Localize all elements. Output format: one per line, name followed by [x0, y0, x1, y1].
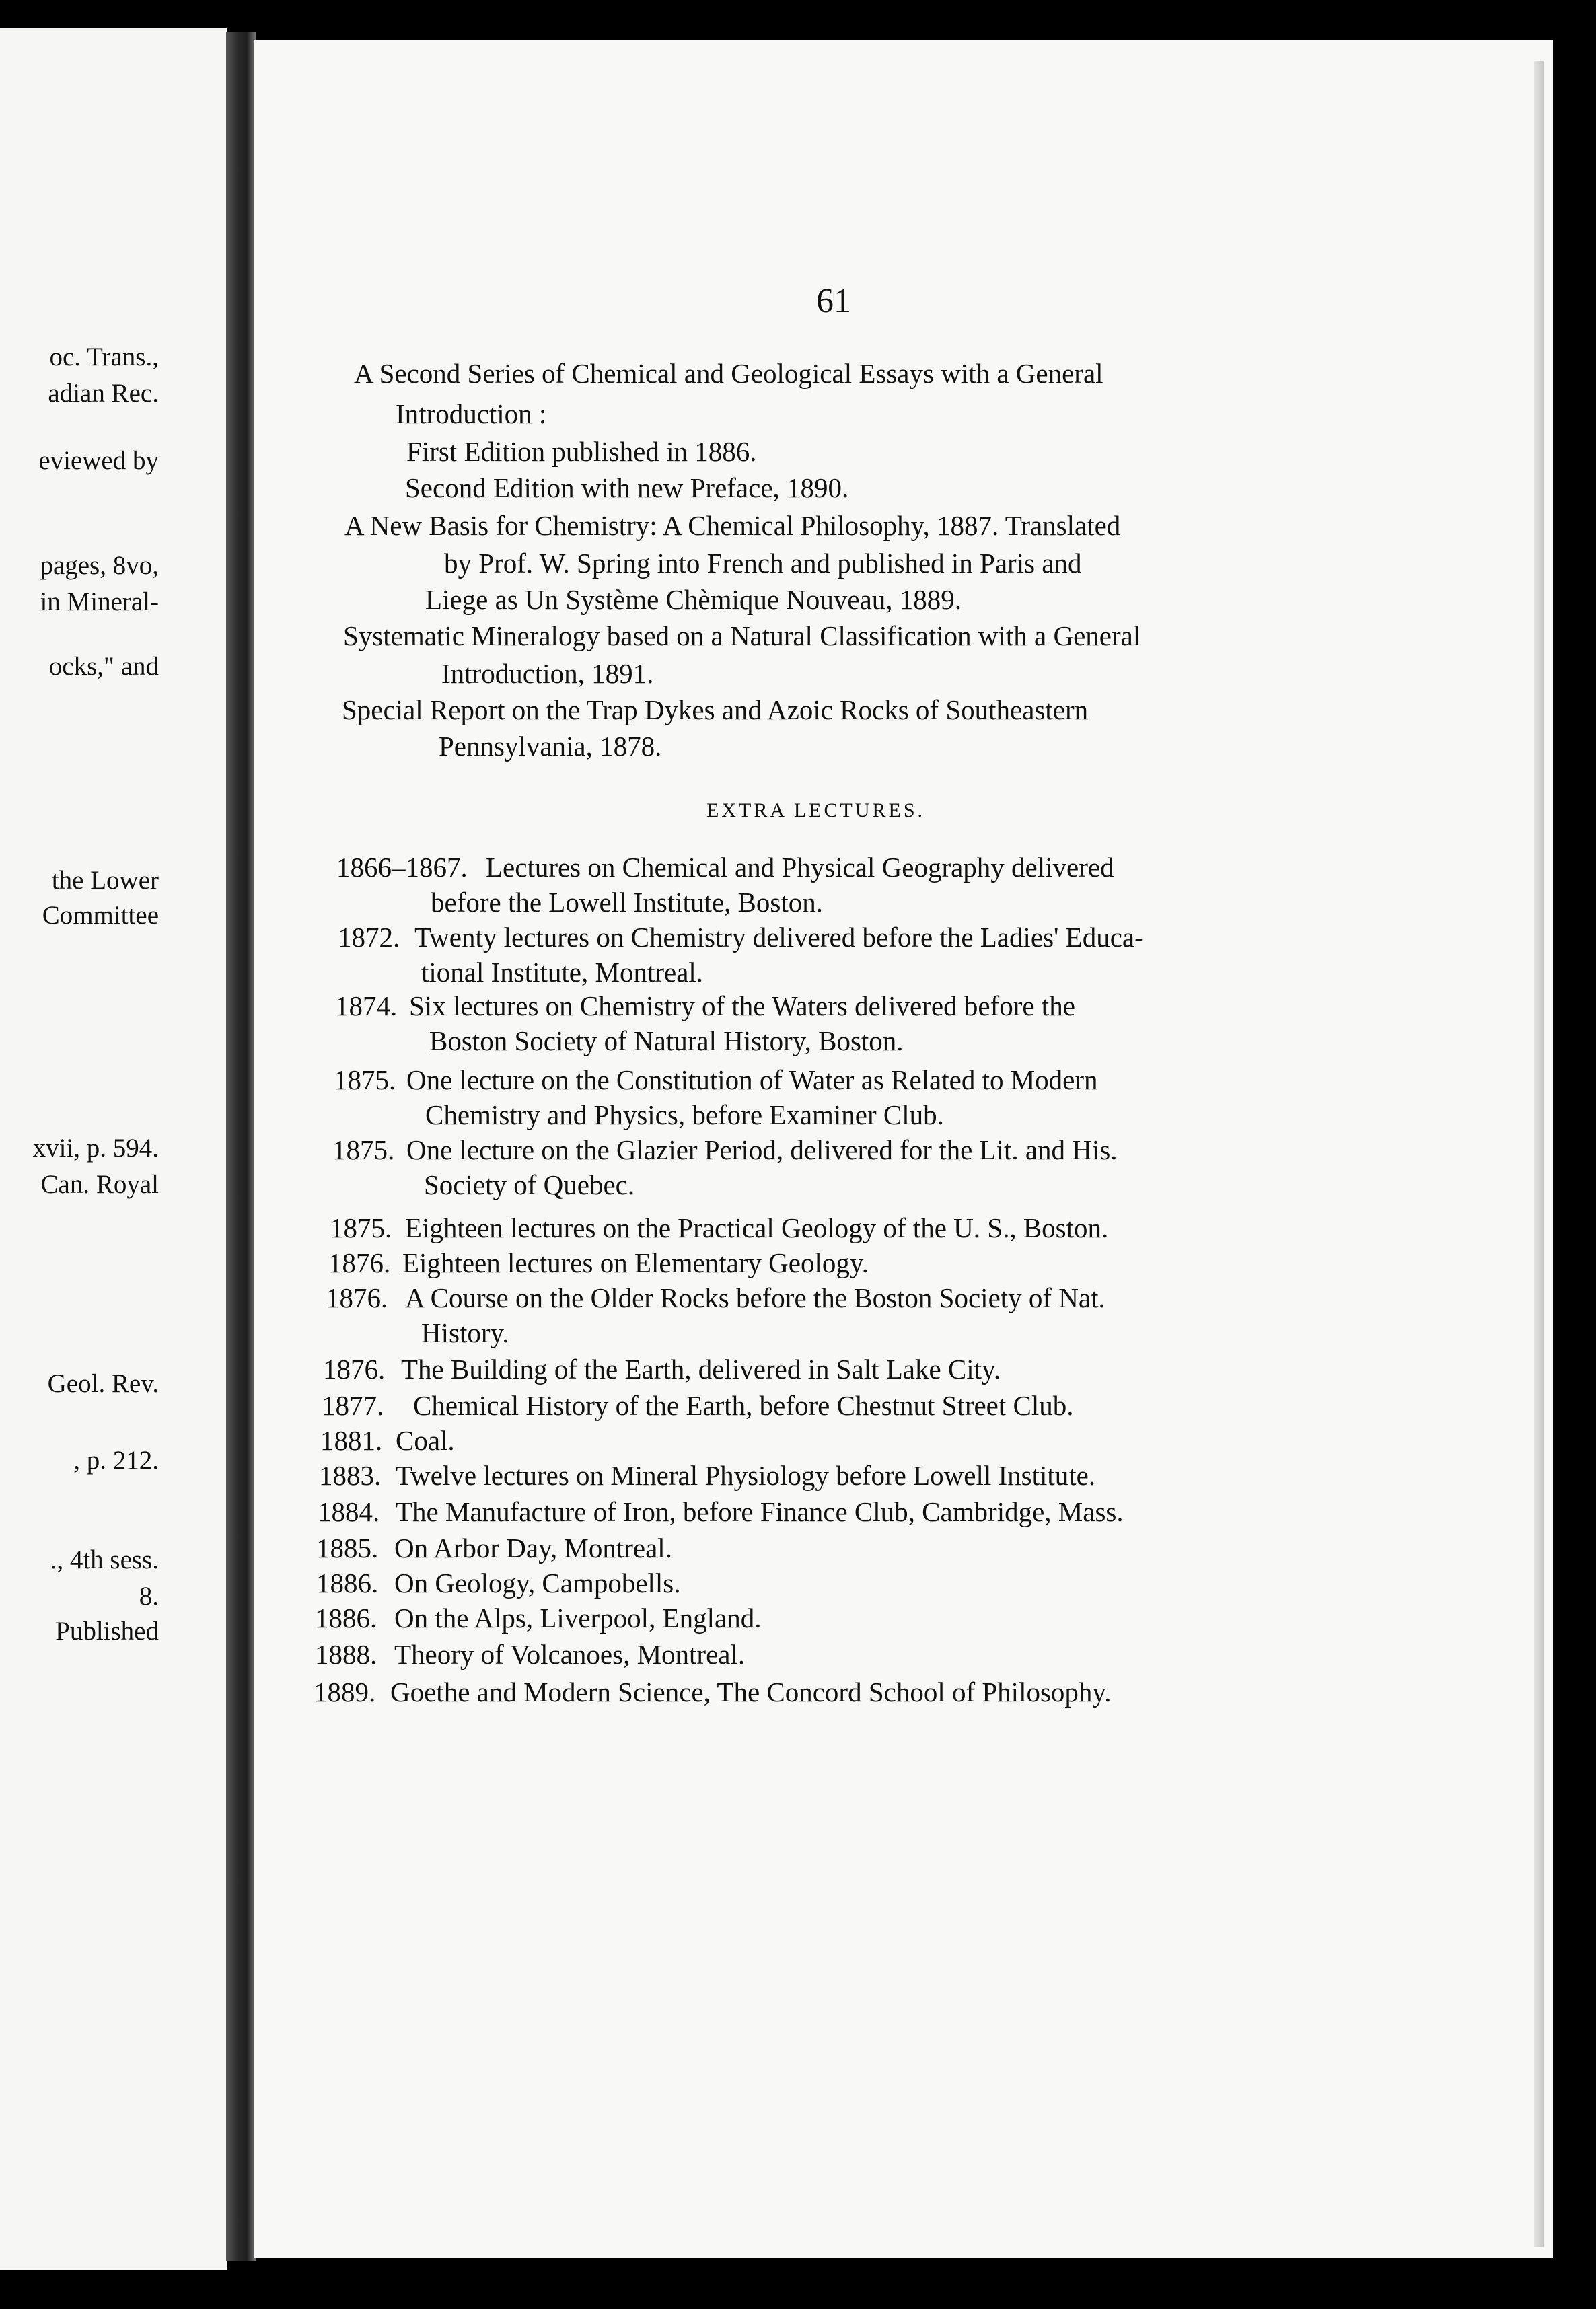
lecture-description-line: A Course on the Older Rocks before the Boston Society of Nat.: [405, 1282, 1105, 1313]
left-page-line: Published: [55, 1617, 159, 1646]
left-facing-page: [0, 28, 227, 2270]
lecture-year: 1874.: [335, 990, 398, 1021]
section-heading-extra-lectures: EXTRA LECTURES.: [706, 799, 926, 821]
left-page-line: pages, 8vo,: [40, 551, 159, 580]
publication-line: Special Report on the Trap Dykes and Azoic Rocks of Southeastern: [342, 694, 1089, 725]
lecture-year: 1884.: [318, 1496, 380, 1527]
left-page-line: the Lower: [51, 866, 159, 895]
lecture-year: 1876.: [323, 1354, 386, 1385]
page-edge: [1534, 61, 1544, 2247]
lecture-description-line: Society of Quebec.: [424, 1169, 635, 1200]
lecture-year: 1876.: [328, 1247, 391, 1278]
lecture-description-line: One lecture on the Constitution of Water as Related to Modern: [406, 1064, 1098, 1095]
lecture-description-line: Chemical History of the Earth, before Chestnut Street Club.: [413, 1390, 1074, 1421]
book-gutter-shadow: [226, 32, 256, 2261]
lecture-description-line: The Manufacture of Iron, before Finance Club, Cambridge, Mass.: [396, 1496, 1124, 1527]
lecture-year: 1872.: [338, 922, 400, 953]
publication-line: Liege as Un Système Chèmique Nouveau, 1889.: [425, 584, 962, 615]
left-page-line: ocks," and: [48, 652, 159, 681]
left-page-text-column: [0, 28, 159, 2270]
page-number: 61: [816, 282, 851, 320]
left-page-line: oc. Trans.,: [49, 342, 159, 371]
publication-line: Pennsylvania, 1878.: [439, 731, 662, 762]
lecture-year: 1875.: [330, 1212, 392, 1243]
lecture-description-line: tional Institute, Montreal.: [421, 957, 704, 988]
lecture-description-line: Twelve lectures on Mineral Physiology before Lowell Institute.: [396, 1460, 1096, 1491]
lecture-year: 1886.: [315, 1603, 377, 1634]
lecture-year: 1881.: [320, 1425, 383, 1456]
publication-line: Systematic Mineralogy based on a Natural Classification with a General: [343, 620, 1141, 651]
lecture-description-line: Chemistry and Physics, before Examiner Club.: [425, 1099, 944, 1130]
lecture-description-line: Boston Society of Natural History, Boston.: [429, 1025, 904, 1056]
publication-line: A New Basis for Chemistry: A Chemical Philosophy, 1887. Translated: [344, 510, 1121, 541]
lecture-year: 1866–1867.: [336, 852, 468, 883]
lecture-description-line: On Geology, Campobells.: [394, 1568, 681, 1599]
lecture-description-line: The Building of the Earth, delivered in Salt Lake City.: [401, 1354, 1001, 1385]
lecture-description-line: Coal.: [396, 1425, 455, 1456]
lecture-description-line: Eighteen lectures on Elementary Geology.: [402, 1247, 869, 1278]
left-page-line: Committee: [42, 901, 159, 930]
left-page-line: eviewed by: [38, 446, 159, 475]
left-page-line: in Mineral-: [40, 587, 159, 616]
lecture-description-line: On the Alps, Liverpool, England.: [394, 1603, 762, 1634]
lecture-year: 1875.: [332, 1134, 395, 1165]
left-page-line: adian Rec.: [48, 379, 159, 408]
lecture-description-line: History.: [421, 1317, 509, 1348]
publication-line: by Prof. W. Spring into French and published in Paris and: [444, 548, 1082, 579]
lecture-year: 1889.: [314, 1677, 376, 1708]
lecture-year: 1876.: [326, 1282, 388, 1313]
left-page-line: Geol. Rev.: [47, 1369, 159, 1398]
left-page-line: Can. Royal: [40, 1170, 159, 1199]
publication-line: Second Edition with new Preface, 1890.: [405, 472, 849, 503]
lecture-description-line: before the Lowell Institute, Boston.: [431, 887, 823, 918]
left-page-line: , p. 212.: [73, 1446, 159, 1475]
publication-line: A Second Series of Chemical and Geological Essays with a General: [354, 358, 1103, 389]
lecture-year: 1886.: [316, 1568, 379, 1599]
left-page-line: ., 4th sess.: [50, 1545, 159, 1574]
lecture-description-line: On Arbor Day, Montreal.: [394, 1533, 672, 1564]
lecture-year: 1877.: [322, 1390, 384, 1421]
lecture-description-line: Eighteen lectures on the Practical Geology of the U. S., Boston.: [405, 1212, 1109, 1243]
lecture-description-line: Theory of Volcanoes, Montreal.: [394, 1639, 746, 1670]
left-page-line: 8.: [139, 1582, 159, 1611]
lecture-description-line: Twenty lectures on Chemistry delivered before the Ladies' Educa-: [414, 922, 1144, 953]
lecture-year: 1888.: [315, 1639, 377, 1670]
lecture-description-line: Goethe and Modern Science, The Concord School of Philosophy.: [390, 1677, 1112, 1708]
publication-line: Introduction :: [396, 398, 547, 429]
lecture-year: 1875.: [334, 1064, 396, 1095]
lecture-description-line: Six lectures on Chemistry of the Waters delivered before the: [409, 990, 1075, 1021]
publication-line: First Edition published in 1886.: [406, 436, 757, 467]
lecture-description-line: One lecture on the Glazier Period, delivered for the Lit. and His.: [406, 1134, 1118, 1165]
lecture-year: 1883.: [319, 1460, 382, 1491]
lecture-year: 1885.: [316, 1533, 379, 1564]
lecture-description-line: Lectures on Chemical and Physical Geography delivered: [486, 852, 1114, 883]
left-page-line: xvii, p. 594.: [32, 1134, 159, 1163]
publication-line: Introduction, 1891.: [441, 658, 654, 689]
